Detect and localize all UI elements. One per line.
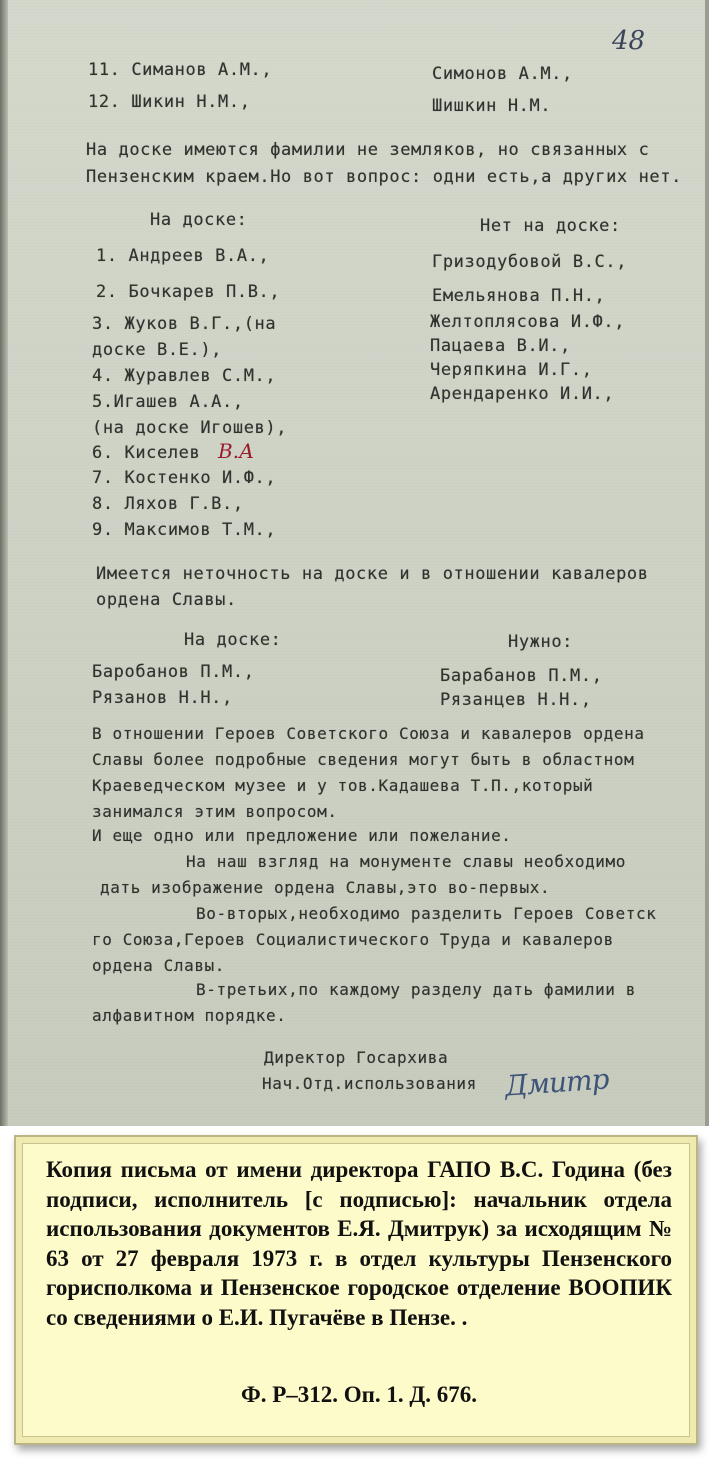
not-on-board-item: Пацаева В.И., (430, 336, 571, 356)
para1-line-2: Пензенским краем.Но вот вопрос: одни есть,а других нет. (86, 167, 682, 187)
glory-needed-name: Барабанов П.М., (440, 666, 603, 686)
board-list-item: 9. Максимов Т.М., (92, 520, 277, 540)
board-list-item: 3. Жуков В.Г.,(на (92, 314, 277, 334)
board-header-2: На доске: (184, 630, 282, 650)
para3-line: И еще одно или предложение или пожелание. (92, 826, 512, 845)
board-list-item: (на доске Игошев), (92, 418, 288, 438)
para3-line: дать изображение ордена Славы,это во-первых. (100, 878, 551, 897)
not-on-board-header: Нет на доске: (480, 216, 621, 236)
board-list-item: доске В.Е.), (92, 340, 223, 360)
signature-title-director: Директор Госархива (264, 1048, 449, 1067)
para3-line: На наш взгляд на монументе славы необходимо (186, 852, 627, 871)
scan-right-edge (705, 0, 709, 1126)
board-list-item: 4. Журавлев С.М., (92, 366, 277, 386)
para3-line: ордена Славы. (92, 956, 226, 975)
board-list-item: 2. Бочкарев П.В., (96, 282, 281, 302)
board-header: На доске: (150, 210, 248, 230)
scan-left-edge (0, 0, 8, 1126)
top-list-right-12: Шишкин Н.М. (432, 96, 552, 116)
para3-line: Краеведческом музее и у тов.Кадашева Т.П.,который (92, 776, 594, 795)
not-on-board-item: Черяпкина И.Г., (430, 360, 593, 380)
para1-line-1: На доске имеются фамилии не земляков, но связанных с (86, 140, 650, 160)
caption-source: Ф. Р–312. Оп. 1. Д. 676. (240, 1382, 478, 1407)
not-on-board-item: Желтоплясова И.Ф., (430, 312, 626, 332)
top-list-left-12: 12. Шикин Н.М., (88, 92, 251, 112)
not-on-board-item: Гризодубовой В.С., (432, 252, 628, 272)
para2-line-2: ордена Славы. (96, 590, 237, 610)
glory-board-name: Рязанов Н.Н., (92, 688, 233, 708)
handwritten-signature: Дмитр (503, 1062, 610, 1103)
board-list-item: 7. Костенко И.Ф., (92, 468, 277, 488)
page-number: 48 (612, 26, 646, 56)
para3-line: Славы более подробные сведения могут быть в областном (92, 750, 635, 769)
para3-line: занимался этим вопросом. (92, 802, 338, 821)
para3-line: В-третьих,по каждому разделу дать фамилии в (196, 980, 637, 999)
top-list-left-11: 11. Симанов А.М., (88, 60, 273, 80)
caption-box (14, 1135, 698, 1445)
para3-line: В отношении Героев Советского Союза и кавалеров ордена (92, 724, 645, 743)
board-list-item: 8. Ляхов Г.В., (92, 494, 244, 514)
para3-line: Во-вторых,необходимо разделить Героев Советск (196, 904, 657, 923)
not-on-board-item: Арендаренко И.И., (430, 384, 615, 404)
glory-needed-name: Рязанцев Н.Н., (440, 690, 592, 710)
signature-title-department: Нач.Отд.использования (262, 1074, 477, 1093)
handwritten-correction: В.А (218, 439, 255, 463)
para3-line: го Союза,Героев Социалистического Труда и кавалеров (92, 930, 614, 949)
para3-line: алфавитном порядке. (92, 1006, 287, 1025)
glory-board-name: Баробанов П.М., (92, 662, 255, 682)
board-list-item: 5.Игашев А.А., (92, 392, 244, 412)
para2-line-1: Имеется неточность на доске и в отношении кавалеров (96, 564, 649, 584)
caption-text: Копия письма от имени директора ГАПО В.С. Година (без подписи, исполнитель [с подписью]: начальник отдела использования документов Е.Я. Дмитрук) за исходящим № 63 от 27 февраля 1973 г. в отдел культуры Пензенского горисполкома и Пензенское городское отделение ВООПИК со сведениями о Е.И. Пугачёве в Пензе. . (46, 1157, 672, 1330)
not-on-board-item: Емельянова П.Н., (432, 286, 606, 306)
top-list-right-11: Симонов А.М., (432, 64, 573, 84)
board-list-item: 1. Андреев В.А., (96, 246, 270, 266)
board-list-item: 6. Киселев (92, 443, 201, 463)
needed-header: Нужно: (508, 632, 574, 652)
